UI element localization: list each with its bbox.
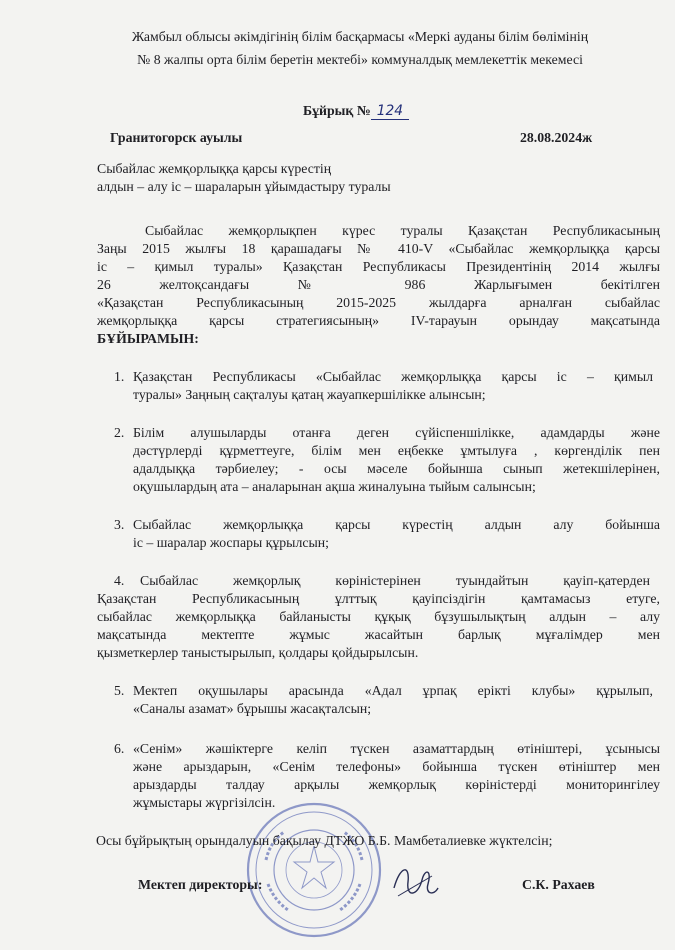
list-item-number: 6. xyxy=(114,741,125,756)
list-item-line: жұмыстары жүргізілсін. xyxy=(133,795,276,810)
header-line-1: Жамбыл облысы әкімдігінің білім басқармасы «Меркі ауданы білім бөлімінің xyxy=(131,29,589,44)
place-name: Гранитогорск ауылы xyxy=(110,130,243,145)
list-item-line: адалдыққа тәрбиелеу; - осы мәселе бойынша сынып жетекшілерінен, xyxy=(133,461,660,476)
list-item-number: 4. xyxy=(114,573,125,588)
list-item-line: Мектеп оқушылары арасында «Адал ұрпақ еріктi клубы» құрылып, xyxy=(133,683,653,698)
list-item-line: Білім алушыларды отанға деген сүйіспеншілікке, адамдарды және xyxy=(133,425,660,440)
list-item-number: 3. xyxy=(114,517,125,532)
list-item-line: оқушылардың ата – аналарынан ақша жиналуына тыйым салынсын; xyxy=(133,479,536,494)
preamble-line-2: Заңы 2015 жылғы 18 қарашадағы № 410-V «Сыбайлас жемқорлыққа қарсы xyxy=(97,241,660,256)
preamble-line-3: іс – қимыл туралы» Қазақстан Республикасы Президентінің 2014 жылғы xyxy=(97,259,660,274)
order-title-label: Бұйрық № xyxy=(303,103,371,118)
preamble-line-6: жемқорлыққа қарсы стратегиясының» IV-тарауын орындау мақсатында xyxy=(97,313,660,328)
preamble-line-5: «Қазақстан Республикасының 2015-2025 жылдарға арналған сыбайлас xyxy=(97,295,660,310)
list-item-line: «Сенім» жәшіктерге келіп түскен азаматтардың өтініштері, ұсынысы xyxy=(133,741,660,756)
list-item-line: Қазақстан Республикасы «Сыбайлас жемқорлыққа қарсы іс – қимыл xyxy=(133,369,653,384)
list-item-number: 5. xyxy=(114,683,125,698)
list-item-line: іс – шаралар жоспары құрылсын; xyxy=(133,535,329,550)
official-stamp xyxy=(244,800,384,940)
list-item-line: дәстүрлерді құрметтеуге, білім мен еңбекке ұмтылуға , көргендiлiк пен xyxy=(133,443,660,458)
list-item-line: Қазақстан Республикасының ұлттық қауіпсіздігін қамтамасыз етуге, xyxy=(97,591,660,606)
subject-line-2: алдын – алу іс – шараларын ұйымдастыру туралы xyxy=(97,179,391,194)
subject-line-1: Сыбайлас жемқорлыққа қарсы күрестің xyxy=(97,161,332,176)
list-item-number: 2. xyxy=(114,425,125,440)
list-item-line: туралы» Заңның сақталуы қатаң жауапкершілікке алынсын; xyxy=(133,387,486,402)
list-item-line: мақсатында мектепте жұмыс жасайтын барлық мұғалімдер мен xyxy=(97,627,660,642)
header-line-2: № 8 жалпы орта білім беретін мектебі» коммуналдық мемлекеттік мекемесі xyxy=(137,52,583,67)
preamble-line-4: 26 желтоқсандағы № 986 Жарлығымен бекітілген xyxy=(97,277,660,292)
control-note: Осы бұйрықтың орындалуын бақылау ДТЖО Б.Б. Мамбеталиевке жүктелсін; xyxy=(96,833,553,848)
list-item-line: және арыздарын, «Сенім телефоны» бойынша түскен өтініштер мен xyxy=(133,759,660,774)
list-item-line: Сыбайлас жемқорлыққа қарсы күрестің алдын алу бойынша xyxy=(133,517,660,532)
list-item-line: қызметкерлер таныстырылып, қолдары қойдырылсын. xyxy=(97,645,419,660)
list-item-line: «Саналы азамат» бұрышы жасақталсын; xyxy=(133,701,372,716)
signatory-position: Мектеп директоры: xyxy=(138,877,263,892)
order-number: 124 xyxy=(371,103,409,120)
order-date: 28.08.2024ж xyxy=(520,130,593,145)
order-title xyxy=(303,102,409,120)
list-item-line: Сыбайлас жемқорлық көріністерінен туындайтын қауіп-қатерден xyxy=(140,573,650,588)
signatory-name: С.К. Рахаев xyxy=(522,877,595,892)
signature-image xyxy=(388,858,440,906)
command-heading: БҰЙЫРАМЫН: xyxy=(97,331,199,346)
preamble-line-1: Сыбайлас жемқорлықпен күрес туралы Қазақстан Республикасының xyxy=(145,223,660,238)
list-item-line: сыбайлас жемқорлыққа байланысты құқық бұзушылықтың алдын – алу xyxy=(97,609,660,624)
list-item-line: арыздарды талдау арқылы жемқорлық көріністерді мониторингілеу xyxy=(133,777,660,792)
list-item-number: 1. xyxy=(114,369,125,384)
